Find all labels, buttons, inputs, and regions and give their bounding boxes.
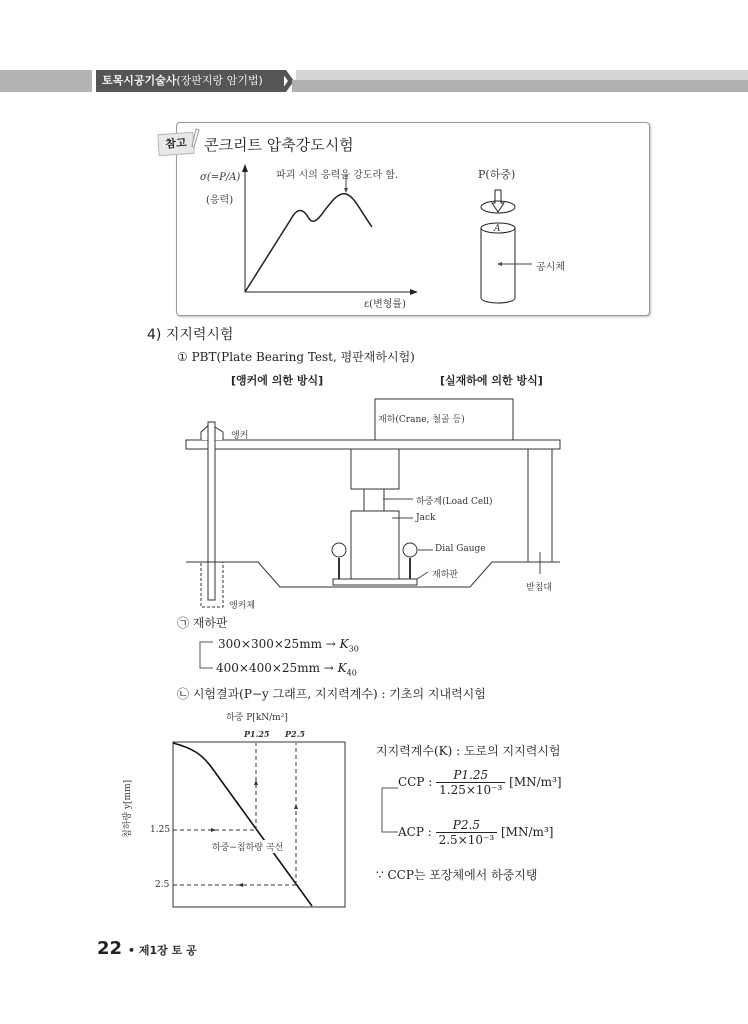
- label-jack: Jack: [416, 513, 436, 523]
- stress-axis-sub: (응력): [206, 195, 234, 206]
- header-book-tab: [96, 70, 284, 92]
- ccp-denominator: 1.25×10⁻³: [439, 783, 503, 797]
- pbt-diagram: [180, 392, 570, 612]
- specimen-arrow-icon: [497, 262, 502, 266]
- annotation-arrow-icon: [344, 188, 348, 193]
- stress-strain-graph: [236, 162, 420, 296]
- method-anchor-label: [앵커에 의한 방식]: [231, 374, 324, 387]
- results-title: ㉡ 시험결과(P−y 그래프, 지지력계수) : 기초의 지내력시험: [177, 687, 486, 701]
- py-x-axis-label: 하중 P[kN/m²]: [226, 713, 288, 723]
- p125-label: P1.25: [244, 729, 270, 739]
- book-subtitle: (장판지랑 암기법): [176, 74, 263, 87]
- py-graph: [172, 740, 348, 910]
- header-band-right-bottom: [292, 80, 748, 92]
- label-plate: 재하판: [432, 570, 459, 580]
- y-axis-arrow-icon: [242, 164, 248, 172]
- py-graph-frame: [173, 742, 345, 907]
- plate-option: [216, 661, 357, 677]
- strain-axis-label: ε(변형률): [364, 299, 406, 310]
- coefficient-title: 지지력계수(K) : 도로의 지지력시험: [376, 744, 561, 758]
- acp-numerator: P2.5: [436, 818, 498, 833]
- failure-annotation: 파괴 시의 응력을 강도라 함.: [276, 170, 399, 181]
- k-subscript: 40: [346, 668, 357, 678]
- arrow-up-icon: [294, 804, 298, 809]
- plate-pointer: [417, 572, 428, 579]
- plate-option: [218, 637, 359, 653]
- spacer-block: [351, 449, 399, 489]
- stress-axis-label: σ(=P/A): [200, 172, 241, 183]
- acp-formula: [398, 818, 553, 847]
- plate-title: ㉠ 재하판: [177, 616, 228, 630]
- dial-gauge-right: [403, 543, 417, 557]
- arrow-up-icon: [254, 780, 258, 785]
- header-band-right-top: [296, 70, 748, 80]
- anchor-rod: [208, 422, 215, 600]
- specimen-body: [481, 228, 515, 303]
- label-load-cell: 하중계(Load Cell): [416, 497, 493, 507]
- specimen-diagram: [474, 186, 584, 306]
- k-subscript: 30: [348, 644, 359, 654]
- area-label: A: [494, 224, 501, 234]
- ccp-label: CCP :: [398, 775, 433, 789]
- reaction-beam: [186, 440, 560, 449]
- stress-strain-curve: [245, 194, 372, 292]
- ccp-fraction: [436, 768, 505, 797]
- specimen-label: 공시체: [536, 262, 565, 273]
- header-band-left: [0, 70, 92, 92]
- acp-label: ACP :: [398, 825, 432, 839]
- label-anchor-body: 앵커체: [229, 601, 256, 611]
- section-title: 4) 지지력시험: [147, 327, 234, 343]
- reference-title: 콘크리트 압축강도시험: [204, 136, 354, 154]
- curve-label: 하중−침하량 곡선: [212, 840, 283, 853]
- loading-plate: [333, 579, 417, 585]
- y-tick-1.25: 1.25: [150, 825, 171, 835]
- y-tick-2.5: 2.5: [155, 880, 170, 890]
- acp-fraction: [436, 818, 498, 847]
- book-title: 토목시공기술사: [102, 74, 177, 87]
- ccp-unit: [MN/m³]: [509, 775, 562, 789]
- py-y-axis-label: 침하량 y[mm]: [123, 779, 133, 838]
- plate-size: 400×400×25mm →: [216, 661, 334, 675]
- load-cell: [364, 489, 384, 511]
- method-load-label: [실재하에 의한 방식]: [440, 374, 543, 387]
- acp-denominator: 2.5×10⁻³: [438, 833, 495, 847]
- pencil-icon: [190, 128, 200, 150]
- plate-bracket: [198, 640, 214, 670]
- support-post: [528, 449, 552, 562]
- load-settlement-curve: [173, 743, 312, 906]
- label-dial-gauge: Dial Gauge: [435, 544, 486, 554]
- p25-label: P2.5: [285, 729, 305, 739]
- k-symbol: K: [339, 637, 349, 651]
- dial-gauge-left: [332, 543, 346, 557]
- ccp-numerator: P1.25: [436, 768, 505, 783]
- page-number: 22: [97, 938, 123, 959]
- label-load: 재하(Crane, 철골 등): [378, 415, 465, 425]
- x-axis-arrow-icon: [410, 289, 418, 295]
- chapter-label: • 제1장 토 공: [128, 944, 197, 957]
- plate-size: 300×300×25mm →: [218, 637, 336, 651]
- ccp-formula: [398, 768, 562, 797]
- arrow-right-icon: [211, 828, 216, 832]
- label-support: 받침대: [526, 583, 553, 593]
- coefficient-note: ∵ CCP는 포장체에서 하중지탱: [376, 868, 538, 882]
- k-symbol: K: [337, 661, 347, 675]
- label-anchor: 앵커: [231, 431, 249, 441]
- load-label: P(하중): [478, 168, 516, 181]
- coefficient-bracket: [380, 786, 400, 836]
- jack: [351, 511, 399, 579]
- pbt-item: ① PBT(Plate Bearing Test, 평판재하시험): [177, 350, 415, 364]
- reference-badge: 참고: [157, 132, 194, 156]
- arrow-left-icon: [238, 883, 243, 887]
- acp-unit: [MN/m³]: [501, 825, 554, 839]
